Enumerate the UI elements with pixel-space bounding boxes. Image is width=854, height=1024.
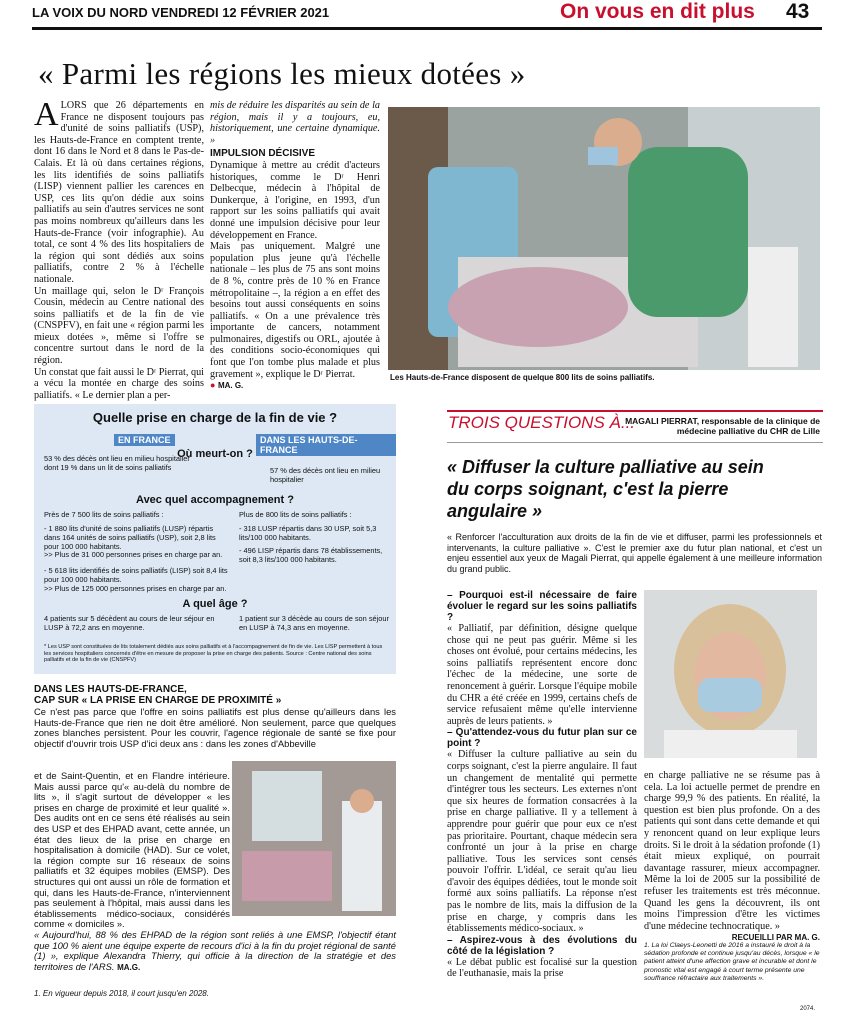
- section-title: On vous en dit plus: [560, 0, 755, 23]
- tag-france: EN FRANCE: [114, 434, 175, 446]
- tag-hdf: DANS LES HAUTS-DE-FRANCE: [256, 434, 396, 456]
- page-number: 43: [786, 0, 810, 23]
- hdf-age: 1 patient sur 3 décède au cours de son séjour en LUSP à 74,3 ans en moyenne.: [239, 614, 389, 632]
- photo-caption: Les Hauts-de-France disposent de quelque 800 lits de soins palliatifs.: [390, 373, 655, 382]
- france-age: 4 patients sur 5 décèdent au cours de leur séjour en LUSP à 72,2 ans en moyenne.: [44, 614, 215, 632]
- infographic-note: * Les USP sont constituées de lits totalement dédiés aux soins palliatifs et à l'accompagnement de fin de vie. Les LISP permettent à tous les services hospitaliers concernés d'être en mesure de proposer la prise en charge des patients. Source : Centre national des soins palliatifs et de la fin de vie (CNSPFV): [44, 644, 383, 664]
- article-title: « Parmi les régions les mieux dotées »: [38, 56, 526, 91]
- side-intro: Ce n'est pas parce que l'offre en soins palliatifs est plus dense qu'ailleurs dans les Hauts-de-France que rien ne doit être amélioré. Non seulement, parce que quelques zones blanches persistent. Pour les couvrir, l'agence régionale de santé se fixe pour objectif d'ouvrir trois USP d'ici deux ans : dans les zones d'Abbeville: [34, 706, 396, 749]
- article-column-1: ALORS que 26 départements en France ne disposent toujours pas d'unité de soins palliatifs (USP), les Hauts-de-France en comptent trente, dont 16 dans le Nord et 8 dans le Pas-de-Calais. Et là où dans certaines régions, les lits identifiés de soins palliatifs (LISP) viennent pallier les carences en USP, ces lits qu'on dédie aux soins palliatifs au sein d'autres services ne sont pas moins nombreux qu'ailleurs dans les Hauts-de-France (voir infographie). Au total, ce sont 4 % des lits hospitaliers de la région qui sont dédiés aux soins palliatifs, contre 2 % à l'échelle nationale. Un maillage qui, selon le Dʳ François Cousin, médecin au Centre national des soins palliatifs et de la fin de vie (CNSPFV), en fait une « région parmi les mieux dotées », même si l'offre se concentre surtout dans le nord de la région. Un constat que fait aussi le Dʳ Pierrat, qui a vécu la montée en charge des soins palliatifs. « Le dernier plan a per-: [34, 96, 204, 401]
- hdf-lisp: - 496 LISP répartis dans 78 établissements, soit 8,3 lits/100 000 habitants.: [239, 546, 383, 564]
- question-support: Avec quel accompagnement ?: [136, 494, 294, 506]
- france-lisp: - 5 618 lits identifiés de soins palliatifs (LISP) soit 8,4 lits pour 100 000 habitants.: [44, 566, 228, 584]
- france-hospital-stat: 53 % des décès ont lieu en milieu hospitalier dont 19 % dans un lit de soins palliatifs: [44, 454, 190, 472]
- side-footnote: 1. En vigueur depuis 2018, il court jusqu'en 2028.: [34, 989, 209, 998]
- france-usp-patients: >> Plus de 31 000 personnes prises en charge par an.: [44, 550, 223, 559]
- infographic: [34, 404, 396, 674]
- side-body: et de Saint-Quentin, et en Flandre intérieure. Mais aussi parce qu'« au-delà du nombre de lits », il s'agit surtout de développer « les prises en charge de proximité et leur qualité ». Des audits ont en ce sens été réalisés au sein des USP et des EHPAD avant, cette année, un état des lieux de la prise en charge en hospitalisation à domicile (HAD). Sur ce volet, la région compte sur 16 réseaux de soins palliatifs et 32 équipes mobiles (EMSP). Des structures qui ont aussi un rôle de formation et qui, dans les Hauts-de-France, n'interviennent pas seulement à l'hôpital, mais aussi dans les établissements médico-sociaux, considérés comme « domiciles ».: [34, 770, 230, 930]
- question-age: A quel âge ?: [182, 598, 248, 610]
- interview-column-2: en charge palliative ne se résume pas à cela. La loi actuelle permet de prendre en charge 99,9 % des patients. En réalité, la question est bien plus profonde. On a des patients qui sont dans cette demande et qui y renoncent quand on leur explique leurs droits. Si le droit à la sédation profonde (1) était mieux expliqué, on pourrait davantage rassurer, mieux accompagner. Même la loi de 2005 sur la possibilité de refuser les traitements est très méconnue. Quand les gens la découvrent, ils ont moins l'impression d'être les victimes d'une médecine technocratique. » RECUEILLI PAR MA. G.: [644, 770, 820, 943]
- infographic-title: Quelle prise en charge de la fin de vie ?: [92, 410, 338, 425]
- ehpad-photo: [232, 761, 396, 916]
- ehpad-photo-illustration: [232, 761, 396, 916]
- interview-rule: [447, 410, 823, 412]
- question-where: Où meurt-on ?: [177, 448, 253, 460]
- article-code: 2074.: [800, 1006, 816, 1012]
- france-usp: - 1 880 lits d'unité de soins palliatifs (LUSP) répartis dans 164 unités de soins palliatifs (USP), soit 2,8 lits pour 100 000 habitants.: [44, 524, 216, 551]
- article-column-2: mis de réduire les disparités au sein de la région, mais il y a toujours, eu, historiquement, une certaine dynamique. » IMPULSION DÉCISIVE Dynamique à mettre au crédit d'acteurs historiques, comme le Dʳ Henri Delbecque, médecin à l'hôpital de Dunkerque, à l'origine, en 1993, d'un rapport sur les soins palliatifs qui avait donné une impulsion décisive pour leur développement en France. Mais pas uniquement. Malgré une population plus jeune qu'à l'échelle nationale – les plus de 75 ans sont moins de 8 %, contre près de 10 % en France métropolitaine –, la région a en effet des besoins tout aussi conséquents en soins palliatifs. « On a une prévalence très importante de cancers, notamment pulmonaires, digestifs ou ORL, ajoutée à des conditions socio-économiques qui font que l'on tombe plus malade et plus gravement », explique le Dʳ Pierrat. ● MA. G.: [210, 100, 380, 391]
- france-lisp-patients: >> Plus de 125 000 personnes prises en charge par an.: [44, 584, 227, 593]
- interview-title: « Diffuser la culture palliative au sein du corps soignant, c'est la pierre angulaire »: [447, 457, 764, 521]
- pierrat-portrait: [644, 590, 817, 758]
- interview-subject: MAGALI PIERRAT, responsable de la clinique de médecine palliative du CHR de Lille: [625, 416, 820, 436]
- interview-chapo: « Renforcer l'acculturation aux droits de la fin de vie et diffuser, parmi les professionnels et intervenants, la culture palliative ». C'est le premier axe du futur plan national, et c'est un enjeu essentiel aux yeux de Magali Pierrat, qui appelle également à une meilleure information du grand public.: [447, 532, 822, 574]
- hdf-usp: - 318 LUSP répartis dans 30 USP, soit 5,3 lits/100 000 habitants.: [239, 524, 377, 542]
- subheading: IMPULSION DÉCISIVE: [210, 148, 316, 160]
- masthead: LA VOIX DU NORD VENDREDI 12 FÉVRIER 2021: [32, 5, 330, 20]
- interview-column-1: – Pourquoi est-il nécessaire de faire évoluer le regard sur les soins palliatifs ? « Palliatif, par définition, désigne quelque chose qui ne peut pas guérir. Même si les choses ont évolué, pour certains médecins, les soins palliatifs représentent encore donc l'échec de la médecine, une sorte de renoncement à guérir. Lorsque l'équipe mobile du CHR a été créée en 1999, certains chefs de service refusaient même qu'elle intervienne auprès de leurs patients. » – Qu'attendez-vous du futur plan sur ce point ? « Diffuser la culture palliative au sein du corps soignant, c'est la pierre angulaire. Il faut un changement de mentalité qui permette d'intégrer tous les secteurs. Les externes n'ont que six heures de formation consacrées à la prise en charge palliative. Il y a tellement à apprendre pour guérir que pour eux ce n'est pas prioritaire. Pourtant, chaque médecin sera confronté un jour à la prise en charge palliative. Tous les services sont censés pouvoir l'offrir. L'idéal, ce serait qu'au lieu d'avoir des équipes dédiées, tout le monde soit formé aux soins palliatifs. La réponse n'est pas le nombre de lits, mais la diffusion de la prise en charge, y compris dans les établissements médico-sociaux. » – Aspirez-vous à des évolutions du côté de la législation ? « Le débat public est focalisé sur la question de l'euthanasie, mais la prise: [447, 590, 637, 980]
- hdf-beds-total: Plus de 800 lits de soins palliatifs :: [239, 510, 352, 519]
- hospital-photo: [388, 107, 820, 370]
- hospital-photo-illustration: [388, 107, 820, 370]
- hdf-hospital-stat: 57 % des décès ont lieu en milieu hospitalier: [270, 466, 381, 484]
- header-rule: [32, 27, 822, 30]
- side-heading: DANS LES HAUTS-DE-FRANCE, CAP SUR « LA PRISE EN CHARGE DE PROXIMITÉ »: [34, 684, 282, 706]
- interview-divider: [447, 442, 823, 443]
- interview-kicker: TROIS QUESTIONS À...: [448, 413, 636, 432]
- interview-footnote: 1. La loi Claeys-Leonetti de 2016 a instauré le droit à la sédation profonde et continue jusqu'au décès, lorsque « le patient atteint d'une affection grave et incurable et dont le pronostic vital est engagé à court terme présente une souffrance réfractaire aux traitements ».: [644, 942, 820, 982]
- portrait-illustration: [644, 590, 817, 758]
- france-beds-total: Près de 7 500 lits de soins palliatifs :: [44, 510, 164, 519]
- side-quote: « Aujourd'hui, 88 % des EHPAD de la région sont reliés à une EMSP, l'objectif étant que 100 % aient une équipe experte de recours d'ici à la fin du projet régional de santé (1) », explique Alexandra Thierry, qui officie à la direction de la stratégie et des territoires de l'ARS. MA.G.: [34, 929, 396, 972]
